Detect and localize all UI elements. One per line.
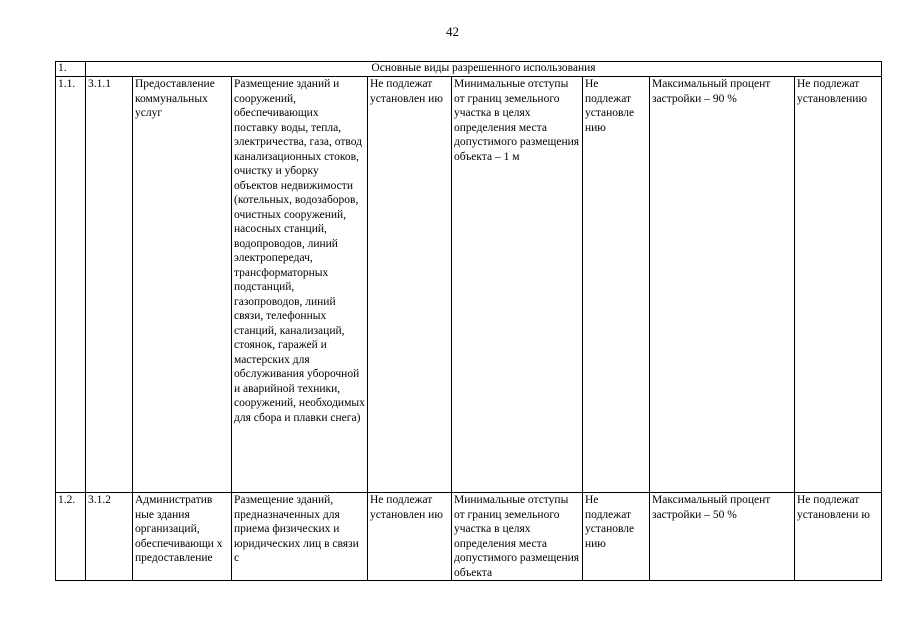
- row-col8-cell: [650, 493, 795, 581]
- row-description: Размещение зданий, предназначенных для приема физических и юридических лиц в связи с: [234, 494, 359, 564]
- row-col8: Максимальный процент застройки – 90 %: [652, 78, 771, 105]
- row-num-cell: [56, 77, 86, 493]
- row-col5-cell: [368, 77, 452, 493]
- row-col5: Не подлежат установлен ию: [370, 78, 443, 105]
- row-col8: Максимальный процент застройки – 50 %: [652, 494, 771, 521]
- row-col7-cell: [583, 493, 650, 581]
- table-row: [56, 77, 882, 493]
- row-col6-cell: [452, 493, 583, 581]
- row-code-cell: [86, 77, 133, 493]
- page-number: 42: [446, 24, 459, 39]
- row-num: 1.1.: [58, 78, 76, 90]
- row-col9: Не подлежат установлени ю: [797, 494, 870, 521]
- row-col6: Минимальные отступы от границ земельного участка в целях определения места допустимого размещения объекта: [454, 494, 580, 579]
- header-title-cell: [86, 62, 882, 77]
- table-row: [56, 493, 882, 581]
- header-title: Основные виды разрешенного использования: [371, 62, 596, 74]
- row-code-cell: [86, 493, 133, 581]
- row-col9-cell: [795, 77, 882, 493]
- row-description: Размещение зданий и сооружений, обеспечивающих поставку воды, тепла, электричества, газа, отвод канализационных стоков, очистку и уборку объектов недвижимости (котельных, водозаборов, очистных сооружений, насосных станций, водопроводов, линий электропередач, трансформаторных подстанций, газопроводов, линий связи, телефонных станций, канализаций, стоянок, гаражей и мастерских для обслуживания уборочной и аварийной техники, сооружений, необходимых для сбора и плавки снега): [234, 78, 365, 424]
- row-col6: Минимальные отступы от границ земельного участка в целях определения места допустимого размещения объекта – 1 м: [454, 78, 580, 163]
- row-col7: Не подлежат установле нию: [585, 494, 635, 550]
- row-name-cell: [133, 77, 232, 493]
- row-description-cell: [232, 493, 368, 581]
- row-name-cell: [133, 493, 232, 581]
- table-header-row: [56, 62, 882, 77]
- row-col9: Не подлежат установлению: [797, 78, 868, 105]
- row-col6-cell: [452, 77, 583, 493]
- row-num-cell: [56, 493, 86, 581]
- row-col7: Не подлежат установле нию: [585, 78, 635, 134]
- zoning-table: [55, 61, 882, 581]
- row-num: 1.2.: [58, 494, 76, 506]
- header-num-cell: [56, 62, 86, 77]
- row-name: Предоставление коммунальных услуг: [135, 78, 215, 119]
- row-name: Административ ные здания организаций, обеспечивающи х предоставление: [135, 494, 223, 564]
- row-col7-cell: [583, 77, 650, 493]
- row-col5-cell: [368, 493, 452, 581]
- row-code: 3.1.1: [88, 78, 111, 90]
- header-num: 1.: [58, 62, 67, 74]
- row-col5: Не подлежат установлен ию: [370, 494, 443, 521]
- row-col8-cell: [650, 77, 795, 493]
- row-col9-cell: [795, 493, 882, 581]
- row-description-cell: [232, 77, 368, 493]
- row-code: 3.1.2: [88, 494, 111, 506]
